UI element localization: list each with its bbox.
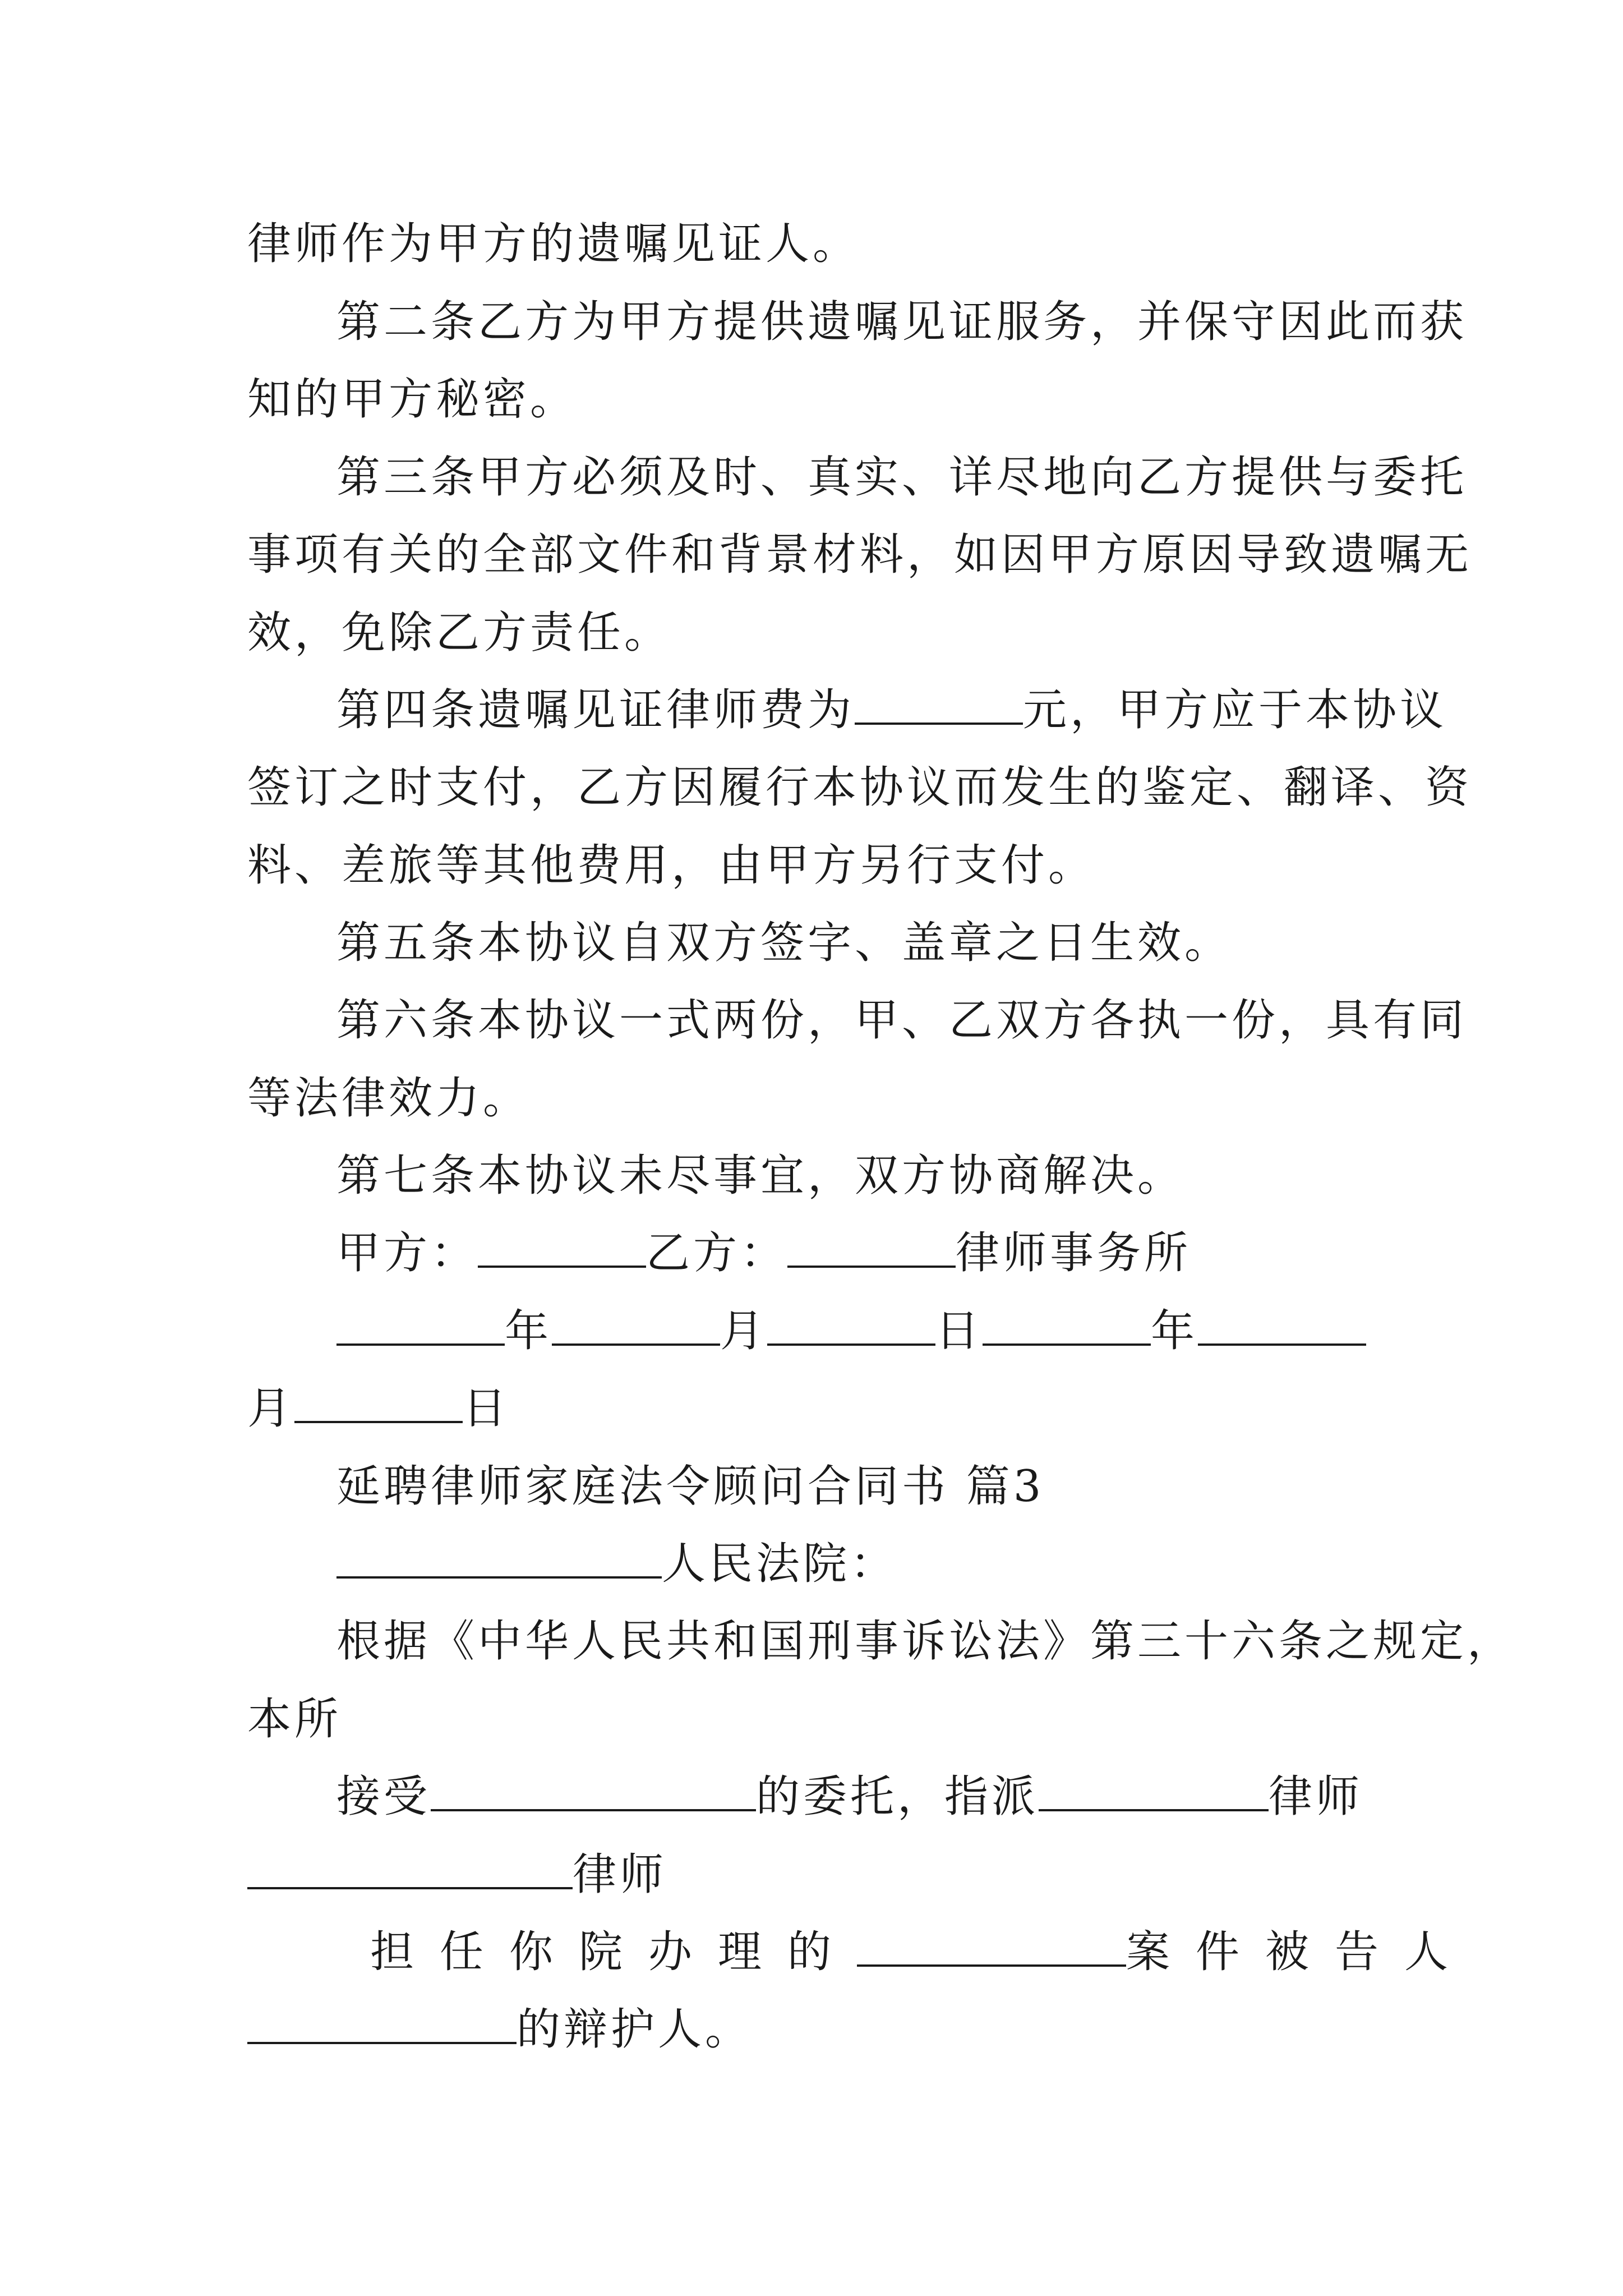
lawyer-blank [1039,1774,1269,1811]
text-run: 知的甲方秘密。 [247,374,578,425]
text-run: 年 [1151,1306,1198,1356]
paragraph-line [336,990,1468,1051]
fill-in-blank [855,688,1023,725]
paragraph-line [247,213,1386,275]
party-b-label: 乙方： [646,1228,788,1278]
text-run: 律师 [1269,1772,1363,1822]
text-run: 事项有关的全部文件和背景材料，如因甲方原因导致遗嘱无 [247,530,1473,580]
text-run: 等法律效力。 [247,1073,531,1124]
date-blank [336,1309,505,1346]
paragraph-line [247,602,1386,664]
text-run: 日 [463,1383,510,1434]
section-heading [336,1456,1386,1517]
paragraph-line [336,1145,1386,1207]
text-run: 第六条本协议一式两份，甲、乙双方各执一份，具有同 [336,995,1468,1046]
text-run: 的委托，指派 [756,1772,1039,1822]
text-run: 本所 [247,1694,342,1745]
date-blank [294,1386,463,1423]
text-run: 月 [720,1306,768,1356]
paragraph-line [370,1921,1474,1983]
paragraph-line [247,835,1386,896]
date-blank [983,1309,1151,1346]
text-run: 律师事务所 [956,1228,1192,1278]
paragraph-line [336,1611,1515,1672]
paragraph-line [336,679,1447,741]
paragraph-line [336,1766,1386,1828]
defendant-blank [247,2007,517,2044]
lawyer-blank [247,1852,573,1889]
text-run: 律师作为甲方的遗嘱见证人。 [247,219,860,269]
text-run: 第二条乙方为甲方提供遗嘱见证服务，并保守因此而获 [336,297,1468,347]
paragraph-line [247,1688,1386,1750]
text-run: 接受 [336,1772,431,1822]
text-run: 签订之时支付，乙方因履行本协议而发生的鉴定、翻译、资 [247,762,1473,813]
date-blank [1198,1309,1366,1346]
party-a-label: 甲方： [336,1228,478,1278]
party-a-blank [478,1231,646,1268]
text-run: 根据《中华人民共和国刑事诉讼法》第三十六条之规定， [336,1616,1515,1667]
text-run: 年 [505,1306,552,1356]
signature-line [336,1222,1386,1284]
case-blank [857,1930,1126,1967]
paragraph-line [247,757,1473,818]
text-run: 效，免除乙方责任。 [247,608,672,658]
text-run: 担任你院办理的 [370,1927,857,1977]
text-run: 第七条本协议未尽事宜，双方协商解决。 [336,1151,1185,1201]
paragraph-line [336,1533,1386,1595]
paragraph-line [247,1068,1386,1129]
party-b-blank [787,1231,956,1268]
date-blank [767,1309,935,1346]
text-run: 人民法院： [662,1539,898,1589]
text-run: 第五条本协议自双方签字、盖章之日生效。 [336,918,1232,968]
text-run: 的辩护人。 [517,2004,753,2055]
date-line [247,1378,1386,1439]
text-run: 案件被告人 [1126,1927,1474,1977]
date-blank [552,1309,720,1346]
text-run: 月 [247,1383,295,1434]
text-run: 日 [935,1306,983,1356]
text-run: 第四条遗嘱见证律师费为 [336,685,855,735]
paragraph-line [336,912,1386,974]
text-run: 律师 [573,1849,667,1900]
paragraph-line [247,369,1386,430]
text-run: 料、差旅等其他费用，由甲方另行支付。 [247,840,1096,891]
paragraph-line [336,291,1468,353]
date-line [336,1300,1386,1362]
paragraph-line [247,1844,1386,1906]
text-run: 延聘律师家庭法令顾问合同书 篇3 [336,1461,1045,1512]
paragraph-line [336,447,1468,508]
paragraph-line [247,524,1473,586]
client-blank [431,1774,756,1811]
text-run: 第三条甲方必须及时、真实、详尽地向乙方提供与委托 [336,452,1468,503]
court-name-blank [336,1542,662,1579]
paragraph-line [247,1999,1386,2060]
text-run: 元，甲方应于本协议 [1023,685,1447,735]
